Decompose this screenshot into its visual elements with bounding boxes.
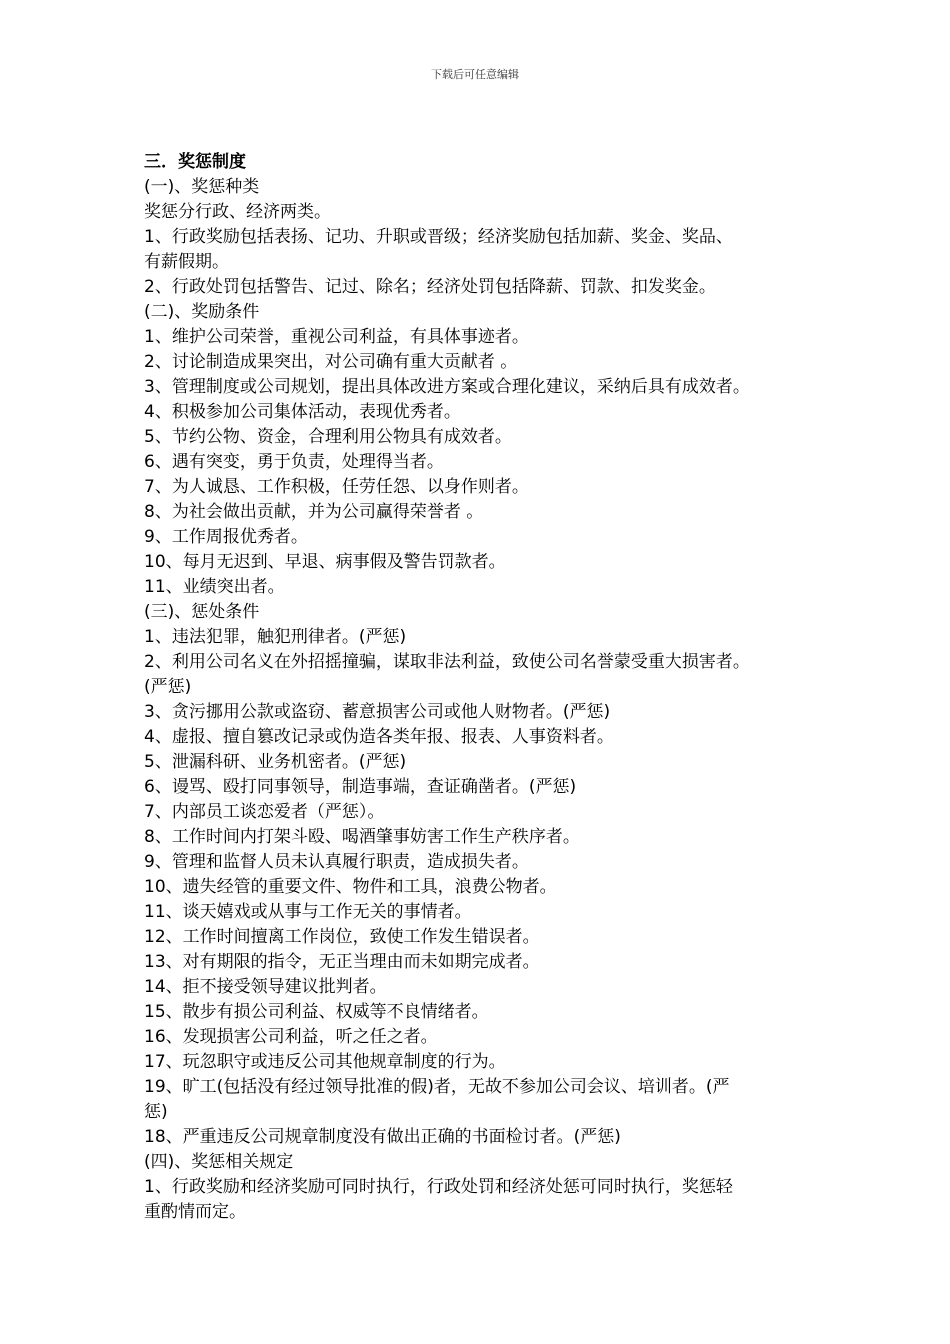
text-line: 11、业绩突出者。 (144, 577, 285, 597)
text-line: 有薪假期。 (144, 252, 229, 272)
text-line: 12、工作时间擅离工作岗位，致使工作发生错误者。 (144, 927, 540, 947)
text-line: 惩) (144, 1102, 168, 1122)
text-line: 9、工作周报优秀者。 (144, 527, 308, 547)
text-line: 4、虚报、擅自篡改记录或伪造各类年报、报表、人事资料者。 (144, 727, 614, 747)
text-line: 2、行政处罚包括警告、记过、除名；经济处罚包括降薪、罚款、扣发奖金。 (144, 277, 716, 297)
text-line: (二)、奖励条件 (144, 302, 260, 322)
text-line: 8、为社会做出贡献，并为公司赢得荣誉者 。 (144, 502, 484, 522)
text-line: 1、违法犯罪，触犯刑律者。(严惩) (144, 627, 407, 647)
text-line: 奖惩分行政、经济两类。 (144, 202, 331, 222)
text-line: 19、旷工(包括没有经过领导批准的假)者，无故不参加公司会议、培训者。(严 (144, 1077, 730, 1097)
text-line: 14、拒不接受领导建议批判者。 (144, 977, 387, 997)
text-line: 8、工作时间内打架斗殴、喝酒肇事妨害工作生产秩序者。 (144, 827, 580, 847)
text-line: 4、积极参加公司集体活动，表现优秀者。 (144, 402, 461, 422)
text-line: (四)、奖惩相关规定 (144, 1152, 294, 1172)
text-line: 9、管理和监督人员未认真履行职责，造成损失者。 (144, 852, 529, 872)
text-line: 10、遗失经管的重要文件、物件和工具，浪费公物者。 (144, 877, 557, 897)
text-line: 18、严重违反公司规章制度没有做出正确的书面检讨者。(严惩) (144, 1127, 621, 1147)
text-line: 7、为人诚恳、工作积极，任劳任怨、以身作则者。 (144, 477, 529, 497)
text-line: 重酌情而定。 (144, 1202, 246, 1222)
text-line: 5、节约公物、资金，合理利用公物具有成效者。 (144, 427, 512, 447)
text-line: 17、玩忽职守或违反公司其他规章制度的行为。 (144, 1052, 506, 1072)
text-line: (三)、惩处条件 (144, 602, 260, 622)
text-line: 3、贪污挪用公款或盗窃、蓄意损害公司或他人财物者。(严惩) (144, 702, 611, 722)
text-line: 3、管理制度或公司规划，提出具体改进方案或合理化建议，采纳后具有成效者。 (144, 377, 750, 397)
text-line: 13、对有期限的指令，无正当理由而未如期完成者。 (144, 952, 540, 972)
section-title: 三．奖惩制度 (144, 152, 246, 172)
text-line: 2、讨论制造成果突出，对公司确有重大贡献者 。 (144, 352, 518, 372)
document-body (144, 150, 834, 1225)
text-line: (一)、奖惩种类 (144, 177, 260, 197)
text-line: 16、发现损害公司利益，听之任之者。 (144, 1027, 438, 1047)
text-line: 11、谈天嬉戏或从事与工作无关的事情者。 (144, 902, 472, 922)
text-line: 2、利用公司名义在外招摇撞骗，谋取非法利益，致使公司名誉蒙受重大损害者。 (144, 652, 750, 672)
text-line: 10、每月无迟到、早退、病事假及警告罚款者。 (144, 552, 506, 572)
text-line: 7、内部员工谈恋爱者（严惩）。 (144, 802, 385, 822)
text-line: 6、遇有突变，勇于负责，处理得当者。 (144, 452, 444, 472)
text-line: 1、维护公司荣誉，重视公司利益，有具体事迹者。 (144, 327, 529, 347)
text-line: 1、行政奖励和经济奖励可同时执行，行政处罚和经济处惩可同时执行，奖惩轻 (144, 1177, 733, 1197)
page-header: 下载后可任意编辑 (431, 68, 519, 81)
text-line: 6、谩骂、殴打同事领导，制造事端，查证确凿者。(严惩) (144, 777, 577, 797)
text-line: 1、行政奖励包括表扬、记功、升职或晋级；经济奖励包括加薪、奖金、奖品、 (144, 227, 733, 247)
text-line: 5、泄漏科研、业务机密者。(严惩) (144, 752, 407, 772)
text-line: 15、散步有损公司利益、权威等不良情绪者。 (144, 1002, 489, 1022)
text-line: (严惩) (144, 677, 192, 697)
